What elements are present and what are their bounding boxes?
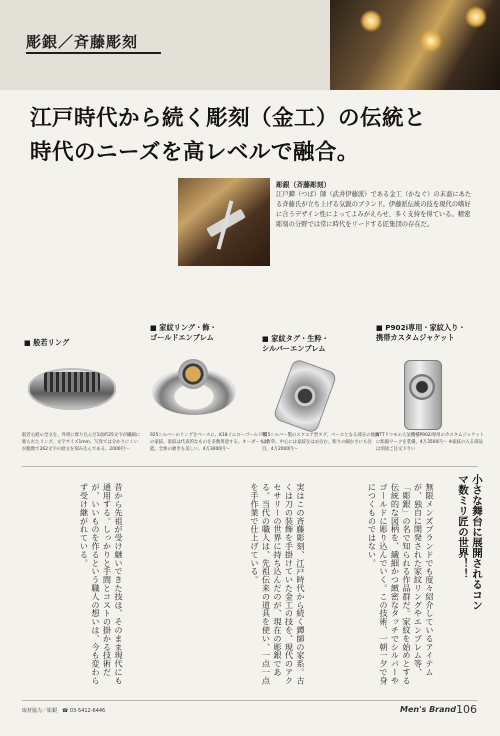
product-title-4a: ■ P902i専用・家紋入り・ xyxy=(376,323,466,332)
credit-line: 取材協力／彫銀 ☎ 03-5412-6446 xyxy=(22,708,106,714)
product-title-3b: シルバーエンブレム xyxy=(262,344,326,353)
product-title-3 xyxy=(262,334,372,354)
magazine-logo: Men's Brand xyxy=(400,705,456,714)
product-title-4 xyxy=(376,323,486,343)
lamp-glow xyxy=(420,30,442,52)
article-column-2: 実はこの斉藤彫刻、江戸時代から続く鐔師の家系。古くは刀の装飾を手掛けていた金工の技を、現代のアクセサリーの世界に持ち込んだのが、現在の彫銀である。当代の職人は、先祖伝来の道具を使い、一点一点を手作業で仕上げている。 xyxy=(250,483,306,685)
product-title-2a: ■ 家紋リング・飾・ xyxy=(150,323,217,332)
product-title-1: ■ 般若リング xyxy=(24,338,70,347)
product-title-2 xyxy=(150,323,260,343)
headline xyxy=(30,102,480,170)
footer-rule xyxy=(22,700,478,701)
page-number: 106 xyxy=(456,703,477,716)
product-desc-1: 般若心経の全文を、外周に彫り込んだ1面約25文字が繊細に彫られたリング。文字サイズ1mm、写真では分かりにくいが総数で262文字の経文を刻み込んである。2000円〜 xyxy=(22,433,141,452)
intro-title: 彫銀（斉藤彫刻） xyxy=(276,181,331,189)
header-band xyxy=(0,0,500,90)
lamp-glow xyxy=(465,6,487,28)
product-desc-2: 925シルバーのリングをベースに、K18イエローゴールド製の家紋。家紋は代表的なものを多数用意する。オーダーも可能。全体の磨きも美しい。4万3000円〜 xyxy=(150,433,269,452)
crest-ring-photo xyxy=(150,355,238,425)
intro-text xyxy=(276,180,476,230)
phone-jacket-photo xyxy=(398,358,446,430)
divider xyxy=(22,466,478,467)
category-underline xyxy=(26,52,161,54)
engraving-photo xyxy=(178,178,270,266)
category-label: 彫銀／斉藤彫刻 xyxy=(26,33,139,51)
crest-tag-photo xyxy=(282,358,328,428)
product-title-4b: 携帯カスタムジャケット xyxy=(376,333,455,342)
article-heading: 小さな舞台に展開されるコンマ数ミリ匠の世界！！ xyxy=(457,474,483,611)
intro-body: 江戸鐔（つば）師（武井伊藤派）である金工（かなぐ）の末裔にあたる斉藤氏が立ち上げる気鋭のブランド。伊藤派伝統の技を現代の嗜好に合うデザイン性によってよみがえらせ、多く支持を得ている。精密彫刻の分野では常に時代をリードする匠集団の存在だ。 xyxy=(276,191,472,228)
article-column-1: 無限メンズブランドでも度々紹介しているアイテムが、独自に開発された家紋リングやエンブレム等、「彫銀」の名で知られる作品群だ。家紋を始めとする伝統的な図柄を、繊細かつ緻密なタッチでシルバーやゴールドに彫り込んでいく。この技術、一朝一夕で身につくものではない。 xyxy=(367,483,435,685)
product-desc-3: 925シルバー製のスクエア型タグ。ベースとなる部分の地紋は唐草、中心には家紋をはめ込む。彫りの細かさにも注目。4万2000円〜 xyxy=(262,433,380,452)
headline-line-2: 時代のニーズを高レベルで融合。 xyxy=(30,140,359,165)
product-title-3a: ■ 家紋タグ・生粋・ xyxy=(262,334,329,343)
lamp-glow xyxy=(360,10,382,32)
article-column-3: 昔から先祖が受け継いできた技は、そのまま現代にも通用する。しっかりと手間とコストの掛かる技術だが、いいものを作るという職人の想いは、今も変わらず受け継がれている。 xyxy=(79,483,124,685)
skull-ring-photo xyxy=(22,352,122,422)
headline-line-1: 江戸時代から続く彫刻（金工）の伝統と xyxy=(30,106,427,131)
workshop-photo xyxy=(330,0,500,90)
product-desc-4: NTTドコモの人気機種P902i専用のカスタムジャケットに彫銀ワークを装備。4万3500円〜 ※家紋の入る部品は別途ご注文下さい xyxy=(376,433,485,452)
product-title-2b: ゴールドエンブレム xyxy=(150,333,214,342)
